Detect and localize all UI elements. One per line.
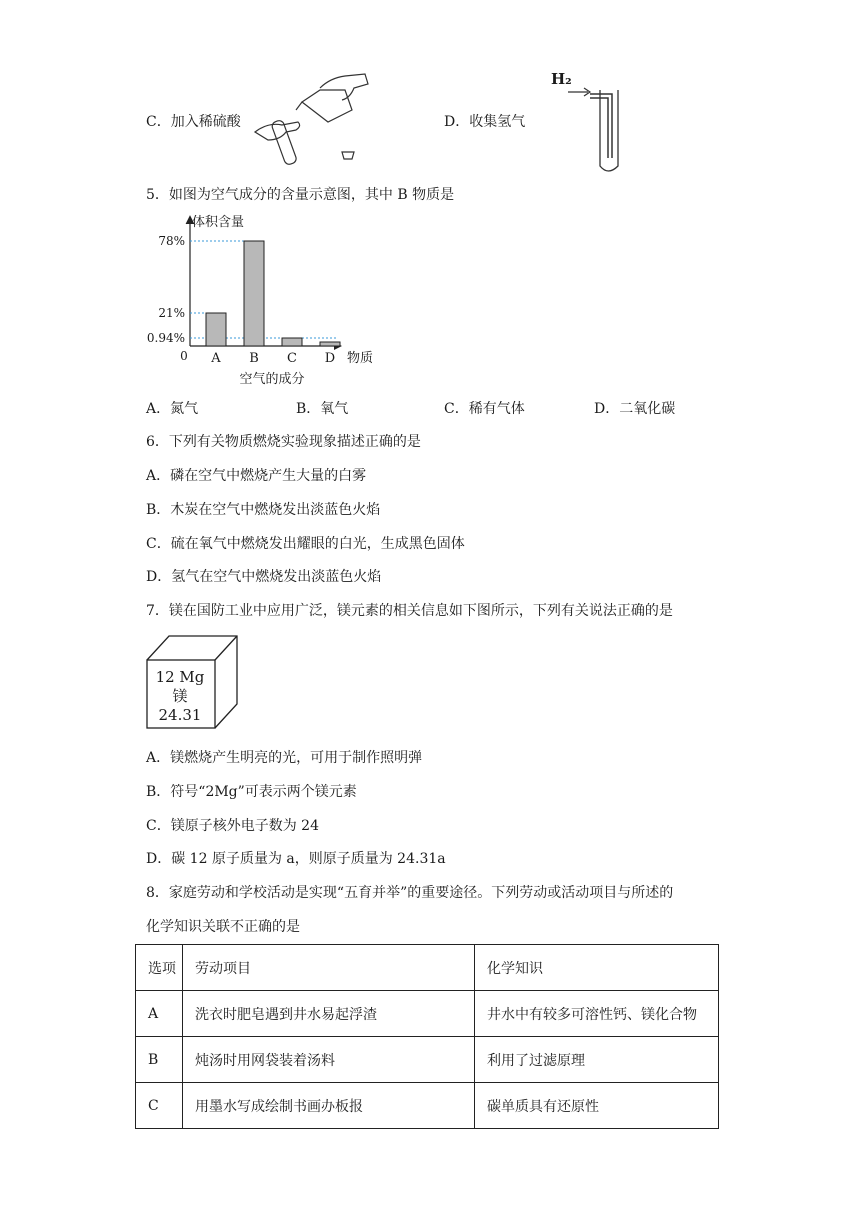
element-name: 镁 — [172, 687, 188, 705]
q8-stem-line1: 8．家庭劳动和学校活动是实现“五育并举”的重要途径。下列劳动或活动项目与所述的 — [146, 885, 674, 901]
table-cell: C — [136, 1083, 183, 1129]
air-composition-chart — [140, 210, 390, 390]
table-cell: 井水中有较多可溶性钙、镁化合物 — [475, 991, 719, 1037]
table-row — [136, 1083, 719, 1129]
q5-option-b: B．氧气 — [296, 401, 349, 417]
table-cell: 利用了过滤原理 — [475, 1037, 719, 1083]
element-number-symbol: 12 Mg — [155, 668, 205, 686]
table-cell: A — [136, 991, 183, 1037]
y-tick-label: 21% — [158, 306, 185, 320]
table-cell: 用墨水写成绘制书画办板报 — [183, 1083, 475, 1129]
origin-label: 0 — [180, 349, 188, 363]
y-tick-label: 0.94% — [146, 331, 185, 345]
table-row — [136, 1037, 719, 1083]
y-tick-label: 78% — [158, 234, 185, 248]
q8-stem-line2: 化学知识关联不正确的是 — [146, 919, 300, 935]
x-tick-label: D — [324, 351, 336, 366]
q5-option-c: C．稀有气体 — [444, 401, 525, 417]
q7-option-d: D．碳 12 原子质量为 a，则原子质量为 24.31a — [146, 851, 446, 867]
pour-acid-illustration — [250, 70, 375, 165]
q7-option-b: B．符号“2Mg”可表示两个镁元素 — [146, 784, 357, 800]
header-option: 选项 — [136, 945, 183, 991]
q6-stem: 6．下列有关物质燃烧实验现象描述正确的是 — [146, 434, 421, 450]
q4-option-c: C．加入稀硫酸 — [146, 114, 241, 130]
table-row — [136, 991, 719, 1037]
q4-option-d: D．收集氢气 — [444, 114, 526, 130]
gas-collection-tube-illustration — [560, 80, 630, 178]
chart-caption: 空气的成分 — [239, 372, 305, 387]
q5-option-d: D．二氧化碳 — [594, 401, 676, 417]
bar-C — [282, 338, 302, 346]
table-cell: 炖汤时用网袋装着汤料 — [183, 1037, 475, 1083]
q7-stem: 7．镁在国防工业中应用广泛，镁元素的相关信息如下图所示，下列有关说法正确的是 — [146, 603, 673, 619]
q6-option-a: A．磷在空气中燃烧产生大量的白雾 — [146, 468, 367, 484]
bar-A — [206, 313, 226, 346]
header-labor-item: 劳动项目 — [183, 945, 475, 991]
x-tick-label: A — [211, 351, 221, 366]
q6-option-b: B．木炭在空气中燃烧发出淡蓝色火焰 — [146, 502, 381, 518]
h2-formula: H₂ — [551, 70, 572, 88]
table-cell: 洗衣时肥皂遇到井水易起浮渣 — [183, 991, 475, 1037]
q7-option-a: A．镁燃烧产生明亮的光，可用于制作照明弹 — [146, 750, 423, 766]
element-mass: 24.31 — [158, 706, 202, 724]
header-chemistry-knowledge: 化学知识 — [475, 945, 719, 991]
x-axis-label: 物质 — [347, 351, 374, 366]
y-axis-label: 体积含量 — [192, 215, 245, 230]
table-cell: 碳单质具有还原性 — [475, 1083, 719, 1129]
table-cell: B — [136, 1037, 183, 1083]
bar-B — [244, 241, 264, 346]
q7-option-c: C．镁原子核外电子数为 24 — [146, 818, 319, 834]
bar-D — [320, 342, 340, 346]
q6-option-d: D．氢气在空气中燃烧发出淡蓝色火焰 — [146, 569, 382, 585]
q5-option-a: A．氮气 — [146, 401, 199, 417]
q6-option-c: C．硫在氧气中燃烧发出耀眼的白光，生成黑色固体 — [146, 536, 465, 552]
q5-stem: 5．如图为空气成分的含量示意图，其中 B 物质是 — [146, 187, 455, 203]
x-tick-label: C — [287, 351, 297, 366]
table-header-row — [136, 945, 719, 991]
x-tick-label: B — [249, 351, 259, 366]
q8-table — [135, 944, 719, 1129]
